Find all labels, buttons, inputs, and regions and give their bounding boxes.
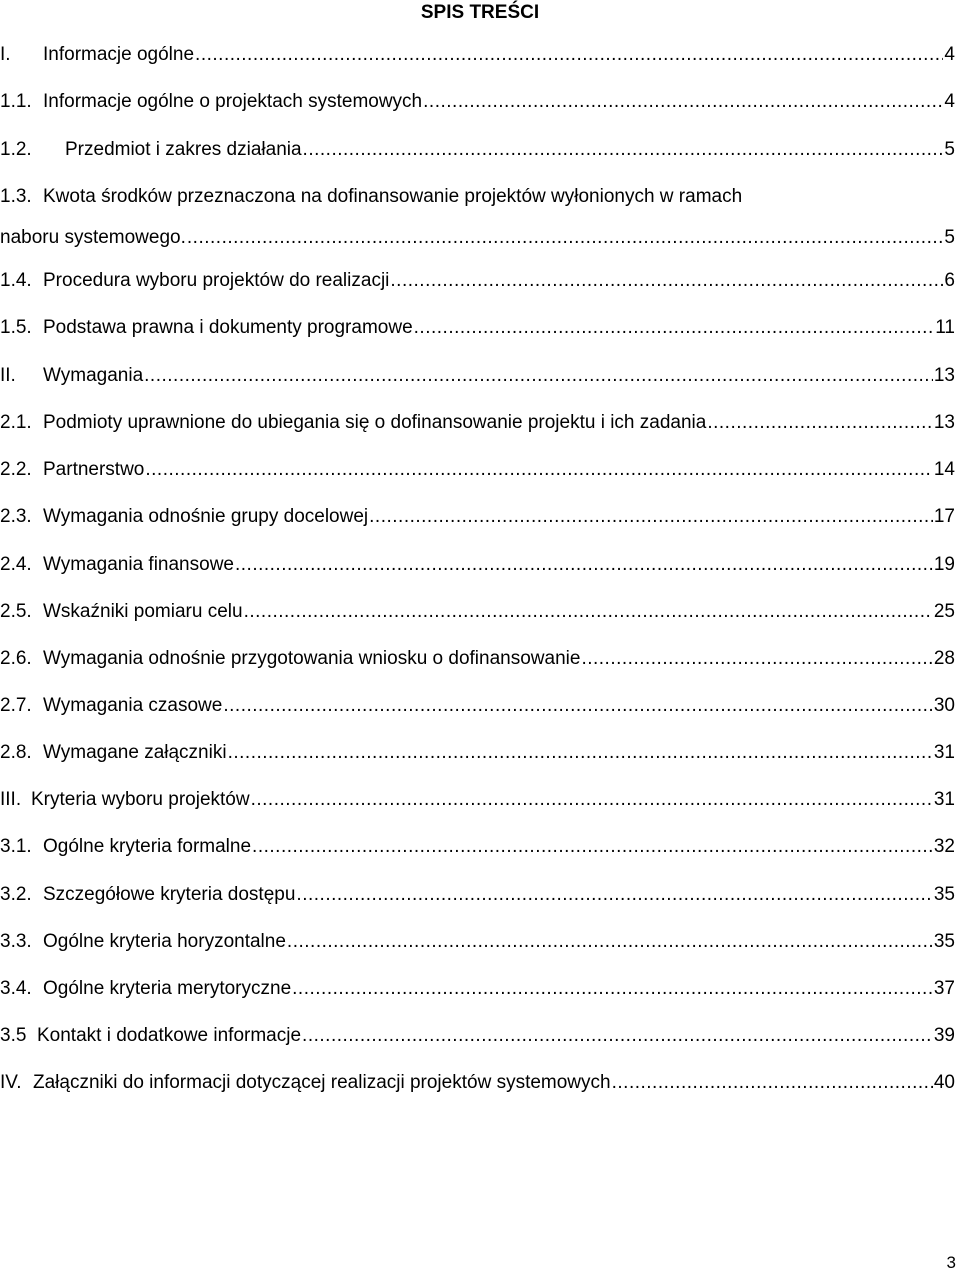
- toc-entry-text: Ogólne kryteria horyzontalne: [43, 931, 286, 952]
- toc-entry-number: 1.5.: [0, 317, 32, 338]
- toc-entry[interactable]: [0, 742, 955, 764]
- toc-entry-page: 32: [933, 836, 955, 857]
- toc-entry-text: Załączniki do informacji dotyczącej realizacji projektów systemowych: [33, 1072, 611, 1093]
- toc-leader-dots: [252, 836, 933, 858]
- toc-entry-page: 31: [933, 789, 955, 810]
- toc-entry-number: 1.3.: [0, 186, 32, 207]
- toc-entry-text: Wymagania odnośnie przygotowania wniosku o dofinansowanie: [43, 648, 581, 669]
- toc-entry-number: 1.2.: [0, 139, 32, 160]
- toc-entry-text: Wymagania finansowe: [43, 554, 234, 575]
- toc-entry-number: 3.4.: [0, 978, 32, 999]
- toc-leader-dots: [244, 601, 933, 623]
- toc-entry-number: 2.8.: [0, 742, 32, 763]
- toc-leader-dots: [581, 648, 932, 670]
- toc-entry-page: 13: [933, 365, 955, 386]
- toc-leader-dots: [612, 1072, 933, 1094]
- toc-entry-text-continued: naboru systemowego.: [0, 227, 186, 248]
- toc-entry[interactable]: [0, 836, 955, 858]
- toc-entry-page: 4: [944, 44, 955, 65]
- toc-leader-dots: [369, 506, 933, 528]
- page-title: SPIS TREŚCI: [420, 2, 540, 23]
- toc-entry-number: 3.3.: [0, 931, 32, 952]
- toc-entry-number: 3.2.: [0, 884, 32, 905]
- toc-leader-dots: [195, 44, 943, 66]
- toc-entry[interactable]: [0, 412, 955, 434]
- toc-entry[interactable]: [0, 884, 955, 906]
- toc-entry-page: 40: [933, 1072, 955, 1093]
- toc-entry[interactable]: [0, 978, 955, 1000]
- toc-leader-dots: [145, 459, 932, 481]
- toc-entry-page: 39: [933, 1025, 955, 1046]
- toc-entry-text: Podstawa prawna i dokumenty programowe: [43, 317, 413, 338]
- toc-entry-page: 5: [944, 227, 955, 248]
- toc-entry-text: Wymagania odnośnie grupy docelowej: [43, 506, 369, 527]
- toc-entry-number: 2.1.: [0, 412, 32, 433]
- toc-entry[interactable]: [0, 317, 955, 339]
- toc-entry-text: Wymagania czasowe: [43, 695, 223, 716]
- toc-entry-page: 25: [933, 601, 955, 622]
- toc-leader-dots: [296, 884, 932, 906]
- toc-leader-dots: [144, 365, 933, 387]
- toc-entry-text: Kontakt i dodatkowe informacje: [37, 1025, 302, 1046]
- toc-entry-first-line[interactable]: [0, 186, 955, 208]
- toc-leader-dots: [423, 91, 943, 113]
- toc-entry-page: 30: [933, 695, 955, 716]
- toc-entry[interactable]: [0, 648, 955, 670]
- toc-leader-dots: [223, 695, 933, 717]
- toc-entry[interactable]: [0, 601, 955, 623]
- toc-entry-number: 1.1.: [0, 91, 32, 112]
- toc-leader-dots: [302, 1025, 933, 1047]
- toc-leader-dots: [187, 227, 944, 249]
- toc-entry-number: III.: [0, 789, 22, 810]
- toc-entry[interactable]: [0, 44, 955, 66]
- toc-entry-number: 2.3.: [0, 506, 32, 527]
- toc-entry-text: Ogólne kryteria formalne: [43, 836, 252, 857]
- toc-leader-dots: [228, 742, 933, 764]
- toc-entry-text: Wskaźniki pomiaru celu: [43, 601, 243, 622]
- toc-entry-page: 11: [935, 317, 955, 338]
- toc-entry-page: 5: [944, 139, 955, 160]
- toc-entry-number: 2.2.: [0, 459, 32, 480]
- toc-entry-number: 3.1.: [0, 836, 32, 857]
- toc-entry-text: Wymagane załączniki: [43, 742, 227, 763]
- toc-entry-page: 35: [933, 931, 955, 952]
- toc-entry-number: I.: [0, 44, 11, 65]
- toc-entry[interactable]: [0, 270, 955, 292]
- page-number: 3: [946, 1253, 956, 1272]
- toc-entry[interactable]: [0, 227, 955, 249]
- toc-entry[interactable]: [0, 1072, 955, 1094]
- toc-entry-page: 37: [933, 978, 955, 999]
- toc-entry-number: IV.: [0, 1072, 22, 1093]
- toc-entry-text: Informacje ogólne o projektach systemowych: [43, 91, 423, 112]
- toc-leader-dots: [235, 554, 933, 576]
- toc-entry[interactable]: [0, 695, 955, 717]
- toc-entry-text: Przedmiot i zakres działania: [65, 139, 302, 160]
- toc-entry[interactable]: [0, 365, 955, 387]
- toc-leader-dots: [292, 978, 933, 1000]
- toc-entry-page: 6: [944, 270, 955, 291]
- toc-entry-text: Kryteria wyboru projektów: [31, 789, 250, 810]
- toc-entry-text: Procedura wyboru projektów do realizacji: [43, 270, 390, 291]
- toc-entry[interactable]: [0, 931, 955, 953]
- toc-entry-text: Wymagania: [43, 365, 144, 386]
- toc-entry-page: 14: [933, 459, 955, 480]
- toc-entry-number: 2.5.: [0, 601, 32, 622]
- toc-entry-page: 13: [933, 412, 955, 433]
- toc-entry-number: 1.4.: [0, 270, 32, 291]
- toc-entry-page: 35: [933, 884, 955, 905]
- toc-entry-number: 2.4.: [0, 554, 32, 575]
- toc-entry[interactable]: [0, 506, 955, 528]
- toc-entry-number: 2.7.: [0, 695, 32, 716]
- toc-entry-number: 3.5: [0, 1025, 27, 1046]
- toc-entry-page: 17: [933, 506, 955, 527]
- toc-entry-text: Podmioty uprawnione do ubiegania się o dofinansowanie projektu i ich zadania: [43, 412, 707, 433]
- toc-leader-dots: [303, 139, 944, 161]
- toc-leader-dots: [390, 270, 943, 292]
- toc-leader-dots: [707, 412, 933, 434]
- toc-entry-text: Informacje ogólne: [43, 44, 195, 65]
- toc-entry-text: Partnerstwo: [43, 459, 145, 480]
- toc-entry[interactable]: [0, 554, 955, 576]
- toc-entry-page: 31: [933, 742, 955, 763]
- toc-entry-text: Ogólne kryteria merytoryczne: [43, 978, 292, 999]
- toc-leader-dots: [251, 789, 933, 811]
- toc-entry-page: 4: [944, 91, 955, 112]
- toc-entry[interactable]: [0, 91, 955, 113]
- toc-entry-text: Szczegółowe kryteria dostępu: [43, 884, 296, 905]
- toc-leader-dots: [287, 931, 933, 953]
- toc-entry[interactable]: [0, 1025, 955, 1047]
- toc-entry[interactable]: [0, 139, 955, 161]
- toc-entry-number: 2.6.: [0, 648, 32, 669]
- toc-entry-page: 28: [933, 648, 955, 669]
- toc-entry[interactable]: [0, 459, 955, 481]
- toc-entry-page: 19: [933, 554, 955, 575]
- toc-entry[interactable]: [0, 789, 955, 811]
- toc-entry-number: II.: [0, 365, 16, 386]
- toc-entry-text: Kwota środków przeznaczona na dofinansowanie projektów wyłonionych w ramach: [43, 186, 743, 207]
- toc-leader-dots: [414, 317, 935, 339]
